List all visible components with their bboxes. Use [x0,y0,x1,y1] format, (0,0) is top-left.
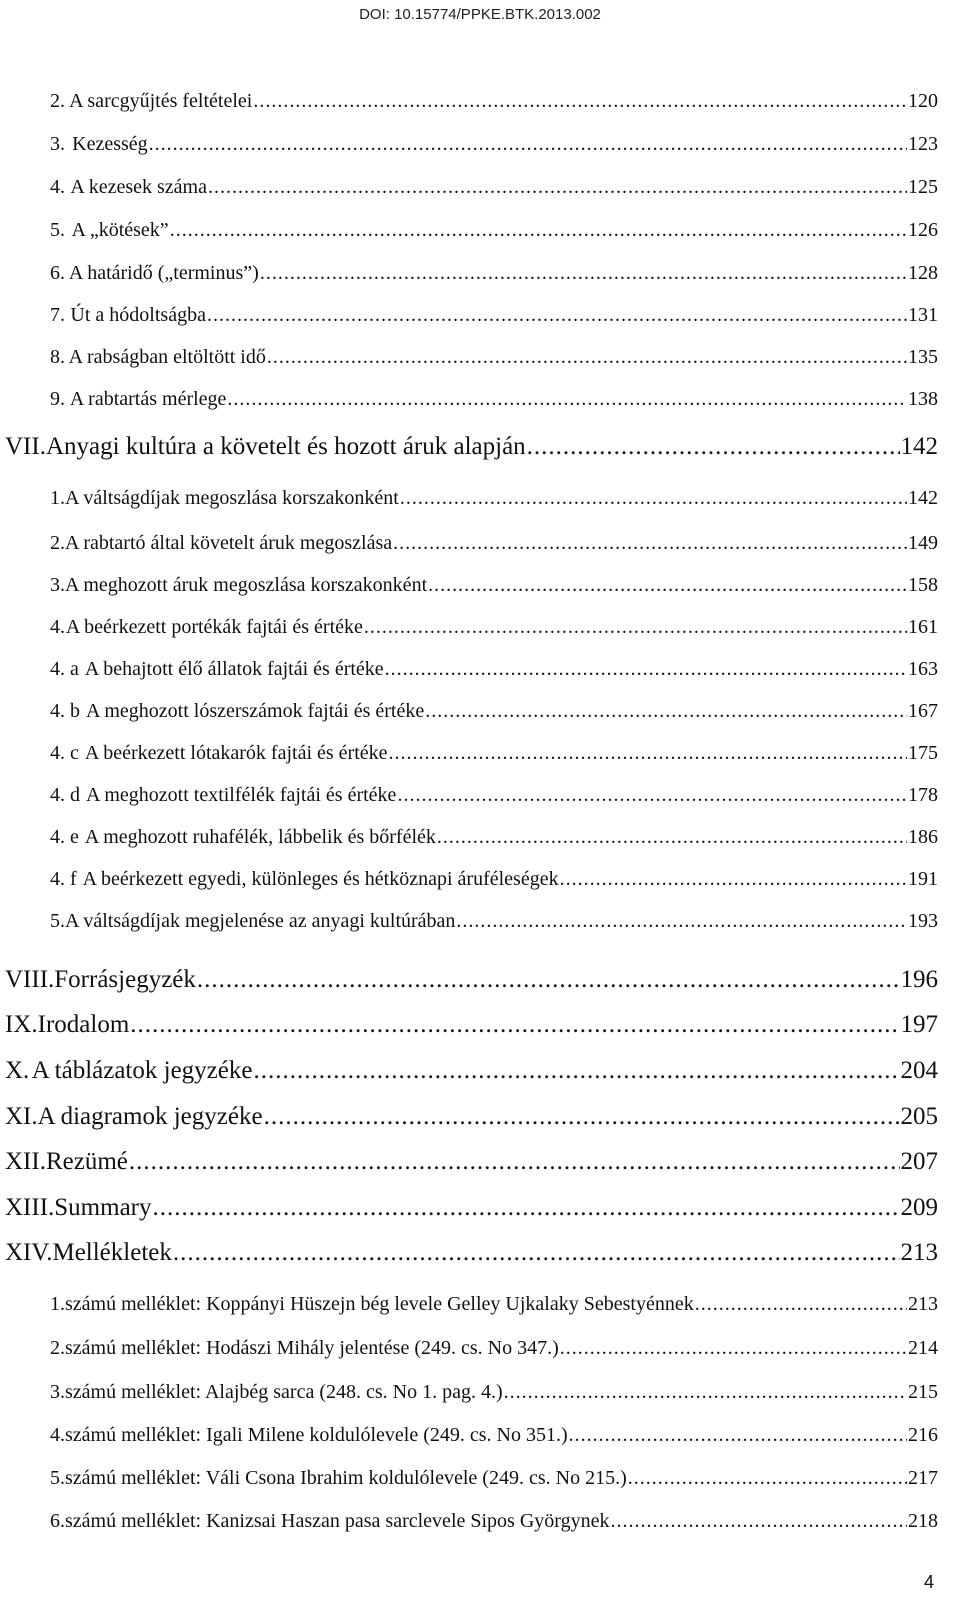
toc-entry[interactable] [50,616,938,639]
toc-chapter[interactable] [5,966,938,994]
toc-chapter[interactable] [5,1057,938,1085]
entry-page: 191 [908,868,938,890]
entry-page: 138 [908,388,938,410]
entry-title: A „kötések” [71,219,169,241]
toc-subentry[interactable] [50,826,938,849]
chapter-number: X. [5,1057,30,1084]
entry-page: 126 [908,219,938,241]
chapter-page: 196 [900,966,938,993]
entry-number: 4. f [50,868,77,890]
chapter-title: Rezümé [45,1148,128,1175]
entry-title: A határidő („terminus”) [68,262,259,284]
annex-number: 2. [50,1337,65,1359]
entry-page: 142 [908,487,938,509]
entry-number: 4. a [50,658,79,680]
toc-chapter[interactable] [5,433,938,461]
entry-page: 131 [908,304,938,326]
dot-leader [149,133,907,156]
chapter-number: VIII. [5,966,55,993]
dot-leader [253,1057,899,1085]
chapter-number: XIII. [5,1194,55,1221]
toc-annex[interactable] [50,1293,938,1316]
entry-title: A rabtartás mérlege [69,388,227,410]
entry-page: 125 [908,176,938,198]
toc-entry[interactable] [50,90,938,113]
chapter-page: 142 [900,433,938,460]
toc-entry[interactable] [50,574,938,597]
entry-number: 4. e [50,826,79,848]
entry-page: 163 [908,658,938,680]
chapter-number: XI. [5,1103,38,1130]
chapter-title: Mellékletek [52,1239,172,1266]
entry-title: A rabtartó által követelt áruk megoszlása [65,532,393,554]
dot-leader [385,658,907,681]
dot-leader [153,1194,900,1222]
toc-annex[interactable] [50,1424,938,1447]
toc-subentry[interactable] [50,658,938,681]
toc-subentry[interactable] [50,868,938,891]
toc-chapter[interactable] [5,1011,938,1039]
annex-page: 217 [908,1467,938,1489]
chapter-page: 209 [900,1194,938,1221]
entry-title: A meghozott lószerszámok fajtái és értéke [86,700,425,722]
dot-leader [260,262,907,285]
toc-annex[interactable] [50,1510,938,1533]
dot-leader [456,910,907,933]
entry-page: 135 [908,346,938,368]
entry-page: 120 [908,90,938,112]
annex-title: számú melléklet: Váli Csona Ibrahim koldulólevele (249. cs. No 215.) [65,1467,627,1489]
toc-annex[interactable] [50,1337,938,1360]
dot-leader [208,176,907,199]
toc-chapter[interactable] [5,1148,938,1176]
toc-chapter[interactable] [5,1194,938,1222]
entry-page: 161 [908,616,938,638]
chapter-number: VII. [5,433,46,460]
chapter-title: Irodalom [37,1011,130,1038]
entry-number: 5. [50,910,65,932]
annex-page: 213 [908,1293,938,1315]
toc-entry[interactable] [50,346,938,369]
chapter-title: Summary [54,1194,152,1221]
dot-leader [389,742,907,765]
dot-leader [610,1510,907,1533]
entry-title: A meghozott ruhafélék, lábbelik és bőrfélék [84,826,436,848]
dot-leader [560,868,907,891]
dot-leader [397,784,907,807]
entry-number: 4. d [50,784,80,806]
entry-page: 178 [908,784,938,806]
annex-number: 3. [50,1381,65,1403]
toc-annex[interactable] [50,1467,938,1490]
entry-page: 186 [908,826,938,848]
toc-annex[interactable] [50,1381,938,1404]
entry-number: 6. [50,262,65,284]
dot-leader [267,346,907,369]
toc-entry[interactable] [50,262,938,285]
dot-leader [569,1424,907,1447]
dot-leader [560,1337,907,1360]
entry-number: 4. c [50,742,79,764]
annex-title: számú melléklet: Koppányi Hüszejn bég levele Gelley Ujkalaky Sebestyénnek [65,1293,694,1315]
dot-leader [504,1381,907,1404]
annex-title: számú melléklet: Kanizsai Haszan pasa sarclevele Sipos Györgynek [65,1510,610,1532]
dot-leader [364,616,907,639]
dot-leader [227,388,907,411]
dot-leader [400,487,907,510]
annex-page: 216 [908,1424,938,1446]
toc-chapter[interactable] [5,1239,938,1267]
toc-entry[interactable] [50,532,938,555]
annex-number: 5. [50,1467,65,1489]
entry-page: 175 [908,742,938,764]
dot-leader [425,700,907,723]
annex-number: 4. [50,1424,65,1446]
entry-title: A beérkezett egyedi, különleges és hétköznapi áruféleségek [82,868,559,890]
dot-leader [437,826,907,849]
entry-title: A rabságban eltöltött idő [68,346,266,368]
entry-title: A kezesek száma [70,176,207,198]
entry-title: A váltságdíjak megjelenése az anyagi kultúrában [65,910,456,932]
entry-title: A váltságdíjak megoszlása korszakonként [65,487,399,509]
chapter-page: 207 [900,1148,938,1175]
entry-number: 7. [50,304,65,326]
entry-page: 123 [908,133,938,155]
dot-leader [393,532,907,555]
entry-title: A meghozott textilfélék fajtái és értéke [86,784,397,806]
toc-subentry[interactable] [50,700,938,723]
dot-leader [129,1148,900,1176]
annex-number: 1. [50,1293,65,1315]
annex-title: számú melléklet: Alajbég sarca (248. cs. No 1. pag. 4.) [65,1381,503,1403]
dot-leader [207,304,907,327]
entry-page: 149 [908,532,938,554]
toc-entry[interactable] [50,176,938,199]
entry-page: 128 [908,262,938,284]
chapter-number: XIV. [5,1239,53,1266]
chapter-page: 213 [900,1239,938,1266]
dot-leader [170,219,907,242]
entry-number: 3. [50,133,65,155]
entry-number: 3. [50,574,65,596]
toc-entry[interactable] [50,910,938,933]
annex-page: 214 [908,1337,938,1359]
dot-leader [628,1467,907,1490]
entry-page: 167 [908,700,938,722]
chapter-page: 205 [900,1103,938,1130]
toc-chapter[interactable] [5,1103,938,1131]
chapter-number: IX. [5,1011,38,1038]
annex-page: 218 [908,1510,938,1532]
entry-number: 4. [50,616,65,638]
chapter-title: Forrásjegyzék [54,966,196,993]
dot-leader [428,574,907,597]
toc-entry[interactable] [50,487,938,510]
entry-title: A beérkezett lótakarók fajtái és értéke [84,742,388,764]
dot-leader [264,1103,900,1131]
page-number: 4 [923,1572,934,1592]
entry-number: 1. [50,487,65,509]
entry-number: 8. [50,346,65,368]
entry-number: 5. [50,219,65,241]
entry-page: 158 [908,574,938,596]
entry-page: 193 [908,910,938,932]
dot-leader [527,433,900,461]
chapter-page: 204 [900,1057,938,1084]
chapter-page: 197 [900,1011,938,1038]
toc-subentry[interactable] [50,742,938,765]
entry-number: 2. [50,532,65,554]
entry-title: Út a hódoltságba [70,304,206,326]
toc-entry[interactable] [50,133,938,156]
entry-number: 9. [50,388,65,410]
entry-number: 4. b [50,700,80,722]
entry-number: 4. [50,176,65,198]
toc-entry[interactable] [50,388,938,411]
chapter-title: A táblázatok jegyzéke [31,1057,253,1084]
chapter-title: A diagramok jegyzéke [37,1103,263,1130]
dot-leader [173,1239,900,1267]
entry-title: A sarcgyűjtés feltételei [69,90,253,112]
entry-title: A meghozott áruk megoszlása korszakonként [65,574,428,596]
entry-title: A behajtott élő állatok fajtái és értéke [84,658,384,680]
entry-number: 2. [50,90,65,112]
dot-leader [130,1011,899,1039]
annex-number: 6. [50,1510,65,1532]
chapter-number: XII. [5,1148,46,1175]
toc-entry[interactable] [50,219,938,242]
entry-title: Kezesség [72,133,148,155]
toc-entry[interactable] [50,304,938,327]
dot-leader [197,966,900,994]
dot-leader [695,1293,907,1316]
annex-title: számú melléklet: Hodászi Mihály jelentése (249. cs. No 347.) [65,1337,559,1359]
entry-title: A beérkezett portékák fajtái és értéke [65,616,363,638]
chapter-title: Anyagi kultúra a követelt és hozott áruk alapján [45,433,526,460]
toc-subentry[interactable] [50,784,938,807]
annex-title: számú melléklet: Igali Milene koldulólevele (249. cs. No 351.) [65,1424,568,1446]
doi-header: DOI: 10.15774/PPKE.BTK.2013.002 [359,6,601,23]
annex-page: 215 [908,1381,938,1403]
dot-leader [253,90,907,113]
